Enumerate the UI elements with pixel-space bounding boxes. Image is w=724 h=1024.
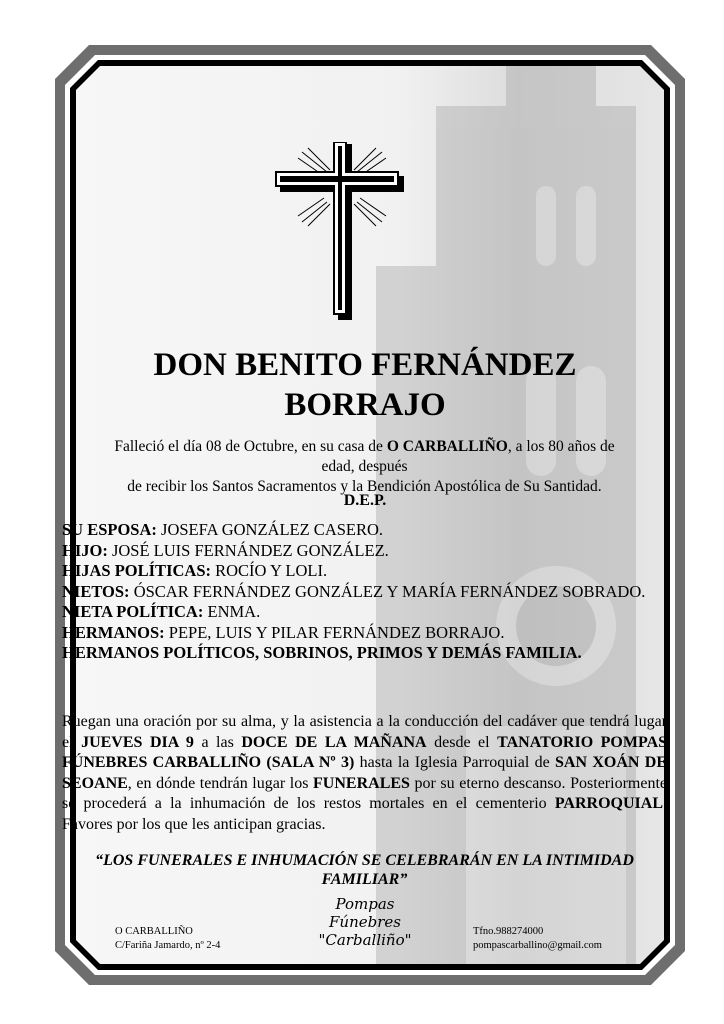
notice-text: . Favores por los que les anticipan gracias. xyxy=(62,795,667,833)
funeral-home-logo xyxy=(300,895,430,949)
deceased-name-line2: BORRAJO xyxy=(284,387,446,423)
family-list xyxy=(62,520,667,664)
notice-origin: TANATORIO POMPAS FÚNEBRES CARBALLIÑO (SALA Nº 3) xyxy=(62,733,668,771)
family-label: HIJAS POLÍTICAS: xyxy=(62,561,211,580)
intro-line1 xyxy=(112,437,617,477)
notice-text: hasta la Iglesia Parroquial de xyxy=(354,754,556,771)
notice-text: desde el xyxy=(426,733,498,751)
family-value: ENMA. xyxy=(203,602,261,621)
footer-email: pompascarballino@gmail.com xyxy=(473,940,602,951)
notice-text: a las xyxy=(193,733,242,751)
privacy-quote: “LOS FUNERALES E INHUMACIÓN SE CELEBRARÁN EN LA INTIMIDAD FAMILIAR” xyxy=(95,852,634,888)
family-row-grandchildren xyxy=(62,582,667,603)
death-announcement xyxy=(112,437,617,497)
family-value: ROCÍO Y LOLI. xyxy=(211,561,328,580)
family-value: JOSÉ LUIS FERNÁNDEZ GONZÁLEZ. xyxy=(107,540,389,560)
funeral-home-contact xyxy=(473,925,602,953)
family-row-extended xyxy=(62,643,667,664)
family-row-spouse xyxy=(62,520,667,541)
funeral-notice xyxy=(62,712,667,835)
family-row-granddaughter-in-law xyxy=(62,602,667,623)
family-label: NIETA POLÍTICA: xyxy=(62,602,204,621)
notice-text: , en dónde tendrán lugar los xyxy=(127,774,314,792)
family-value: ÓSCAR FERNÁNDEZ GONZÁLEZ Y MARÍA FERNÁNDEZ SOBRADO. xyxy=(129,581,646,601)
notice-day: JUEVES DIA 9 xyxy=(81,733,194,751)
family-label: HERMANOS: xyxy=(62,622,165,642)
family-row-daughters-in-law xyxy=(62,561,667,582)
family-value: PEPE, LUIS Y PILAR FERNÁNDEZ BORRAJO. xyxy=(164,622,505,642)
intro-place: O CARBALLIÑO xyxy=(386,438,508,455)
intro-text-2: , a los 80 años de edad, después xyxy=(321,438,615,475)
footer-phone: Tfno.988274000 xyxy=(473,926,544,937)
intro-text: Falleció el día 08 de Octubre, en su casa de xyxy=(114,438,387,455)
family-value: JOSEFA GONZÁLEZ CASERO. xyxy=(156,520,384,539)
notice-time: DOCE DE LA MAÑANA xyxy=(241,733,427,751)
deceased-name-line1: DON BENITO FERNÁNDEZ xyxy=(153,347,577,383)
intro-line2: de recibir los Santos Sacramentos y la Bendición Apostólica de Su Santidad. xyxy=(127,478,602,495)
logo-line2: "Carballiño" xyxy=(318,931,412,949)
dep-heading: D.E.P. xyxy=(343,492,387,509)
family-row-siblings xyxy=(62,623,667,644)
notice-text: por su eterno descanso. Posteriormente se procederá a la inhumación de los restos mortales en el cementerio xyxy=(62,774,668,812)
funeral-home-address xyxy=(115,925,220,953)
family-row-son xyxy=(62,541,667,562)
family-label: HERMANOS POLÍTICOS, SOBRINOS, PRIMOS Y DEMÁS FAMILIA. xyxy=(62,643,582,662)
family-label: HIJO: xyxy=(62,540,108,560)
family-label: SU ESPOSA: xyxy=(62,520,157,539)
notice-text: Ruegan una oración por su alma, y la asistencia a la conducción del cadáver que tendrá lugar el xyxy=(62,713,667,751)
deceased-name xyxy=(95,345,635,425)
footer-address: C/Fariña Jamardo, nº 2-4 xyxy=(115,940,221,951)
notice-funerals: FUNERALES xyxy=(313,774,410,792)
notice-cemetery: PARROQUIAL xyxy=(554,795,663,812)
footer-town: O CARBALLIÑO xyxy=(115,926,193,937)
family-label: NIETOS: xyxy=(62,581,130,601)
notice-church: SAN XOÁN DE SEOANE xyxy=(62,754,667,792)
logo-line1: Pompas Fúnebres xyxy=(329,895,401,931)
cross-icon xyxy=(272,142,412,322)
